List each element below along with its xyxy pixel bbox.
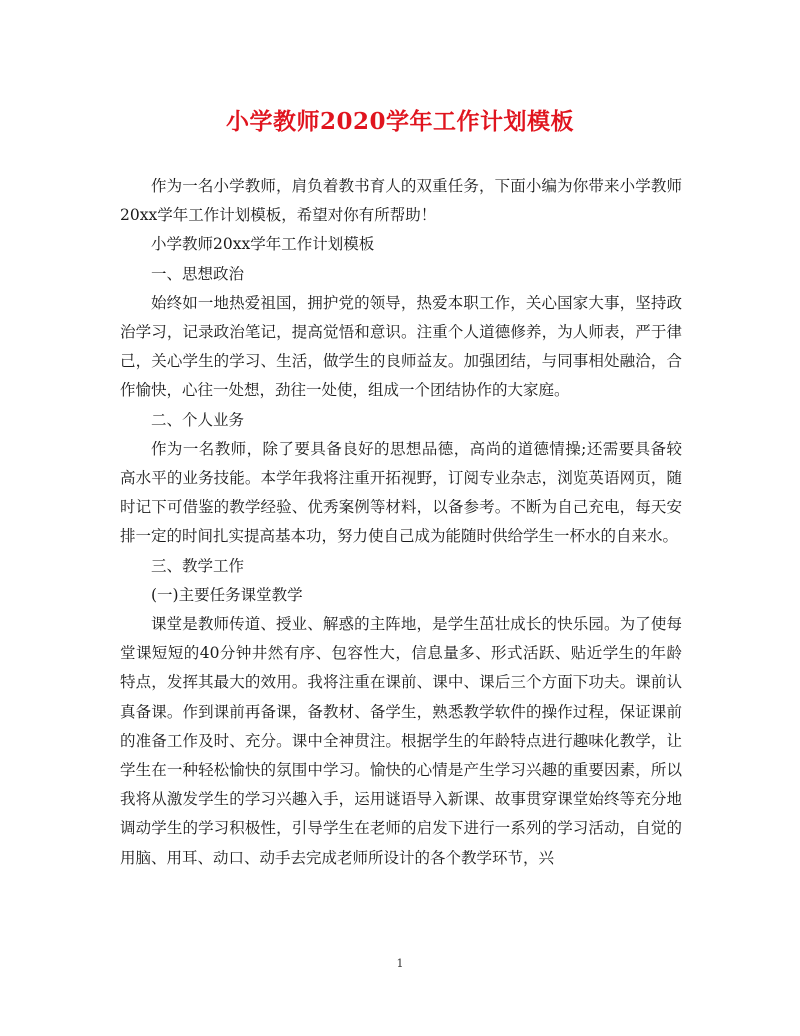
section-heading-3: 三、教学工作 xyxy=(151,556,245,575)
page-number: 1 xyxy=(396,957,404,970)
paragraph-intro: 作为一名小学教师，肩负着教书育人的双重任务，下面小编为你带来小学教师20xx学年工作计划模板，希望对你有所帮助！ xyxy=(120,177,682,225)
paragraph-section-2: 作为一名教师，除了要具备良好的思想品德，高尚的道德情操;还需要具备较高水平的业务技能。本学年我将注重开拓视野，订阅专业杂志，浏览英语网页，随时记下可借鉴的教学经验、优秀案例等材料，以备参考。不断为自己充电，每天安排一定的时间扎实提高基本功，努力使自己成为能随时供给学生一杯水的自来水。 xyxy=(120,439,682,546)
paragraph-section-3-1: 课堂是教师传道、授业、解惑的主阵地，是学生茁壮成长的快乐园。为了使每堂课短短的40分钟井然有序、包容性大，信息量多、形式活跃、贴近学生的年龄特点，发挥其最大的效用。我将注重在课前、课中、课后三个方面下功夫。课前认真备课。作到课前再备课，备教材、备学生，熟悉教学软件的操作过程，保证课前的准备工作及时、充分。课中全神贯注。根据学生的年龄特点进行趣味化教学，让学生在一种轻松愉快的氛围中学习。愉快的心情是产生学习兴趣的重要因素，所以我将从激发学生的学习兴趣入手，运用谜语导入新课、故事贯穿课堂始终等充分地调动学生的学习积极性，引导学生在老师的启发下进行一系列的学习活动，自觉的用脑、用耳、动口、动手去完成老师所设计的各个教学环节，兴 xyxy=(120,615,682,867)
section-heading-1: 一、思想政治 xyxy=(151,264,245,283)
paragraph-subtitle: 小学教师20xx学年工作计划模板 xyxy=(151,235,375,254)
paragraph-section-1: 始终如一地热爱祖国，拥护党的领导，热爱本职工作，关心国家大事，坚持政治学习，记录政治笔记，提高觉悟和意识。注重个人道德修养，为人师表，严于律己，关心学生的学习、生活，做学生的良师益友。加强团结，与同事相处融洽，合作愉快，心往一处想，劲往一处使，组成一个团结协作的大家庭。 xyxy=(120,293,682,400)
document-title: 小学教师2020学年工作计划模板 xyxy=(225,108,574,135)
subsection-heading-3-1: (一)主要任务课堂教学 xyxy=(151,585,303,604)
section-heading-2: 二、个人业务 xyxy=(151,410,245,429)
document-body xyxy=(120,172,682,873)
